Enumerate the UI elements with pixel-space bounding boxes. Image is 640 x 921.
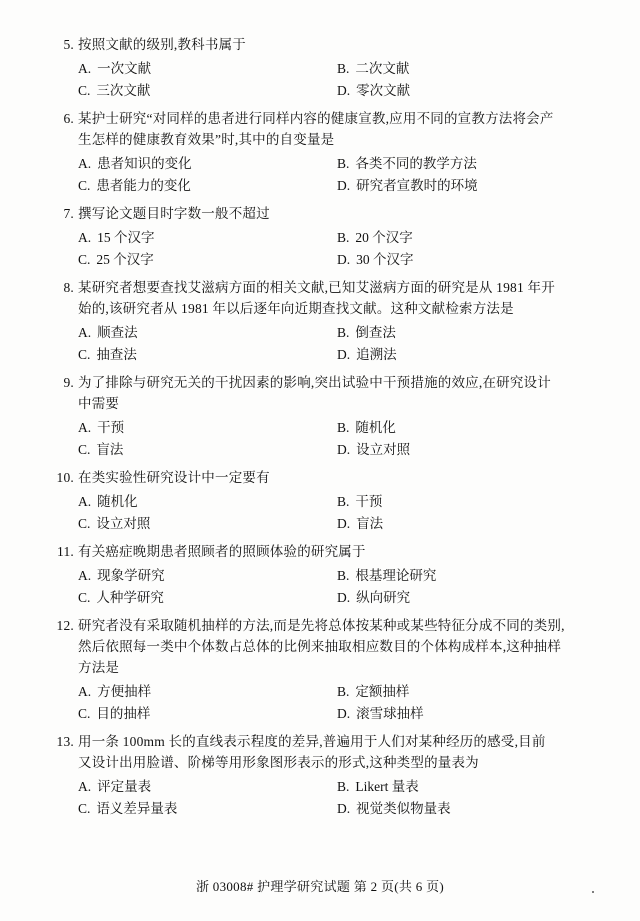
option-label: B. (337, 156, 350, 171)
option-row (44, 322, 596, 344)
option-text: Likert 量表 (355, 779, 419, 794)
option-row (44, 681, 596, 703)
option-c[interactable] (78, 439, 337, 461)
option-d[interactable] (337, 80, 596, 102)
option-a[interactable] (78, 776, 337, 798)
option-label: C. (78, 252, 91, 267)
option-row (44, 227, 596, 249)
question-number: 9. (63, 375, 74, 390)
stem-line: 方法是 (78, 660, 120, 675)
option-text: 目的抽样 (96, 706, 151, 721)
option-text: 顺查法 (97, 325, 138, 340)
option-d[interactable] (337, 249, 596, 271)
option-b[interactable] (337, 681, 596, 703)
option-text: 抽查法 (96, 347, 137, 362)
option-d[interactable] (337, 513, 596, 535)
stem-line: 在类实验性研究设计中一定要有 (78, 470, 270, 485)
option-text: 现象学研究 (97, 568, 165, 583)
question-head (44, 203, 596, 224)
question-stem (78, 372, 596, 414)
option-list (44, 565, 596, 609)
option-text: 盲法 (96, 442, 124, 457)
option-text: 随机化 (97, 494, 138, 509)
stem-line: 有关癌症晚期患者照顾者的照顾体验的研究属于 (78, 544, 366, 559)
footer-text: 浙 03008# 护理学研究试题 第 2 页(共 6 页) (195, 879, 445, 894)
question-item (44, 372, 596, 461)
option-text: 30 个汉字 (356, 252, 414, 267)
option-label: B. (337, 568, 350, 583)
option-c[interactable] (78, 798, 337, 820)
option-text: 零次文献 (356, 83, 411, 98)
question-stem (78, 277, 596, 319)
option-text: 三次文献 (96, 83, 151, 98)
option-label: C. (78, 590, 91, 605)
option-label: C. (78, 442, 91, 457)
option-row (44, 776, 596, 798)
question-head (44, 731, 596, 773)
option-a[interactable] (78, 322, 337, 344)
option-row (44, 703, 596, 725)
option-text: 患者能力的变化 (96, 178, 191, 193)
option-a[interactable] (78, 681, 337, 703)
stem-line: 某护士研究“对同样的患者进行同样内容的健康宣教,应用不同的宣教方法将会产 (78, 111, 554, 126)
option-text: 定额抽样 (355, 684, 410, 699)
option-text: 一次文献 (97, 61, 152, 76)
option-label: B. (337, 779, 350, 794)
option-text: 各类不同的教学方法 (355, 156, 477, 171)
stem-line: 又设计出用脸谱、阶梯等用形象图形表示的形式,这种类型的量表为 (78, 755, 479, 770)
stem-line: 研究者没有采取随机抽样的方法,而是先将总体按某种或某些特征分成不同的类别, (78, 618, 565, 633)
question-head (44, 277, 596, 319)
option-row (44, 417, 596, 439)
option-label: C. (78, 83, 91, 98)
option-label: B. (337, 230, 350, 245)
option-text: 20 个汉字 (355, 230, 413, 245)
option-label: C. (78, 347, 91, 362)
question-stem (78, 615, 596, 678)
option-d[interactable] (337, 703, 596, 725)
option-label: C. (78, 516, 91, 531)
option-text: 二次文献 (355, 61, 410, 76)
question-stem (78, 467, 596, 488)
option-list (44, 491, 596, 535)
question-number: 7. (63, 206, 74, 221)
option-text: 盲法 (356, 516, 384, 531)
option-a[interactable] (78, 491, 337, 513)
option-label: B. (337, 684, 350, 699)
option-list (44, 58, 596, 102)
option-c[interactable] (78, 80, 337, 102)
option-list (44, 417, 596, 461)
option-text: 评定量表 (97, 779, 152, 794)
option-label: A. (78, 684, 92, 699)
option-row (44, 153, 596, 175)
option-text: 倒查法 (355, 325, 396, 340)
question-number: 6. (63, 111, 74, 126)
option-b[interactable] (337, 776, 596, 798)
option-text: 方便抽样 (97, 684, 152, 699)
option-b[interactable] (337, 565, 596, 587)
option-text: 人种学研究 (96, 590, 164, 605)
option-d[interactable] (337, 587, 596, 609)
option-c[interactable] (78, 587, 337, 609)
question-head (44, 34, 596, 55)
option-list (44, 322, 596, 366)
option-label: D. (337, 252, 351, 267)
stem-line: 然后依照每一类中个体数占总体的比例来抽取相应数目的个体构成样本,这种抽样 (78, 639, 562, 654)
option-text: 根基理论研究 (355, 568, 437, 583)
page-footer (0, 876, 640, 895)
option-label: D. (337, 516, 351, 531)
stem-line: 始的,该研究者从 1981 年以后逐年向近期查找文献。这种文献检索方法是 (78, 301, 514, 316)
option-text: 干预 (97, 420, 125, 435)
option-label: B. (337, 420, 350, 435)
question-number: 12. (56, 618, 74, 633)
option-row (44, 491, 596, 513)
option-label: A. (78, 420, 92, 435)
option-row (44, 249, 596, 271)
question-item (44, 277, 596, 366)
option-list (44, 227, 596, 271)
question-stem (78, 541, 596, 562)
option-b[interactable] (337, 227, 596, 249)
question-number: 10. (56, 470, 74, 485)
option-label: D. (337, 178, 351, 193)
question-stem (78, 34, 596, 55)
option-label: B. (337, 61, 350, 76)
option-label: D. (337, 442, 351, 457)
option-c[interactable] (78, 703, 337, 725)
option-text: 研究者宣教时的环境 (356, 178, 478, 193)
question-head (44, 541, 596, 562)
option-label: D. (337, 801, 351, 816)
option-label: A. (78, 494, 92, 509)
option-label: A. (78, 325, 92, 340)
option-text: 设立对照 (96, 516, 151, 531)
option-c[interactable] (78, 249, 337, 271)
option-c[interactable] (78, 513, 337, 535)
option-row (44, 587, 596, 609)
option-label: A. (78, 568, 92, 583)
option-b[interactable] (337, 153, 596, 175)
option-d[interactable] (337, 798, 596, 820)
question-head (44, 615, 596, 678)
question-head (44, 108, 596, 150)
question-item (44, 34, 596, 102)
option-label: D. (337, 347, 351, 362)
option-label: D. (337, 83, 351, 98)
question-item (44, 467, 596, 535)
option-label: B. (337, 325, 350, 340)
option-label: A. (78, 230, 92, 245)
option-text: 追溯法 (356, 347, 397, 362)
stem-line: 某研究者想要查找艾滋病方面的相关文献,已知艾滋病方面的研究是从 1981 年开 (78, 280, 555, 295)
option-a[interactable] (78, 58, 337, 80)
option-label: C. (78, 801, 91, 816)
option-text: 随机化 (355, 420, 396, 435)
option-label: C. (78, 178, 91, 193)
option-row (44, 513, 596, 535)
option-text: 15 个汉字 (97, 230, 155, 245)
option-b[interactable] (337, 491, 596, 513)
option-b[interactable] (337, 417, 596, 439)
option-row (44, 439, 596, 461)
question-number: 5. (63, 37, 74, 52)
option-a[interactable] (78, 153, 337, 175)
option-row (44, 58, 596, 80)
stem-line: 为了排除与研究无关的干扰因素的影响,突出试验中干预措施的效应,在研究设计 (78, 375, 551, 390)
question-number: 11. (57, 544, 74, 559)
question-item (44, 731, 596, 820)
option-d[interactable] (337, 175, 596, 197)
stem-line: 撰写论文题目时字数一般不超过 (78, 206, 270, 221)
question-item (44, 203, 596, 271)
option-a[interactable] (78, 565, 337, 587)
stem-line: 中需要 (78, 396, 120, 411)
question-head (44, 372, 596, 414)
question-stem (78, 108, 596, 150)
option-list (44, 153, 596, 197)
option-c[interactable] (78, 344, 337, 366)
option-text: 设立对照 (356, 442, 411, 457)
question-item (44, 108, 596, 197)
stem-line: 用一条 100mm 长的直线表示程度的差异,普遍用于人们对某种经历的感受,目前 (78, 734, 546, 749)
option-b[interactable] (337, 322, 596, 344)
option-d[interactable] (337, 344, 596, 366)
option-a[interactable] (78, 417, 337, 439)
stem-line: 生怎样的健康教育效果”时,其中的自变量是 (78, 132, 335, 147)
option-a[interactable] (78, 227, 337, 249)
option-label: D. (337, 706, 351, 721)
question-item (44, 541, 596, 609)
question-stem (78, 731, 596, 773)
option-label: A. (78, 779, 92, 794)
option-label: A. (78, 156, 92, 171)
option-b[interactable] (337, 58, 596, 80)
option-text: 语义差异量表 (96, 801, 178, 816)
option-row (44, 175, 596, 197)
corner-mark (592, 891, 594, 893)
option-text: 视觉类似物量表 (356, 801, 451, 816)
option-list (44, 776, 596, 820)
stem-line: 按照文献的级别,教科书属于 (78, 37, 246, 52)
option-d[interactable] (337, 439, 596, 461)
question-head (44, 467, 596, 488)
option-c[interactable] (78, 175, 337, 197)
question-number: 8. (63, 280, 74, 295)
option-label: B. (337, 494, 350, 509)
option-row (44, 798, 596, 820)
option-text: 滚雪球抽样 (356, 706, 424, 721)
option-text: 纵向研究 (356, 590, 411, 605)
option-row (44, 344, 596, 366)
option-text: 25 个汉字 (96, 252, 154, 267)
option-row (44, 565, 596, 587)
option-label: C. (78, 706, 91, 721)
question-item (44, 615, 596, 725)
option-row (44, 80, 596, 102)
option-list (44, 681, 596, 725)
option-label: A. (78, 61, 92, 76)
question-stem (78, 203, 596, 224)
option-text: 患者知识的变化 (97, 156, 192, 171)
question-number: 13. (56, 734, 74, 749)
option-label: D. (337, 590, 351, 605)
option-text: 干预 (355, 494, 383, 509)
